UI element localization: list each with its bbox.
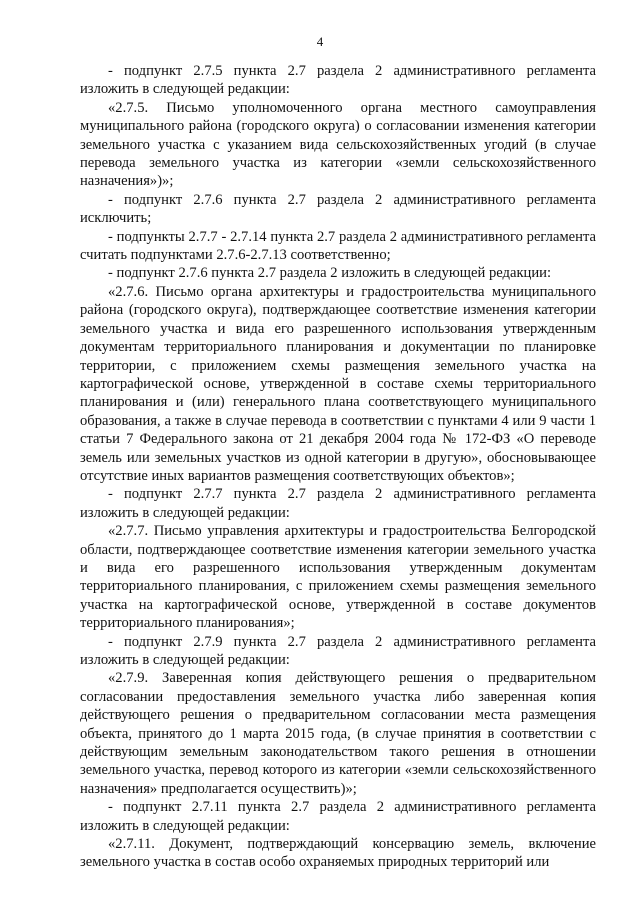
paragraph-amend-2-7-9: - подпункт 2.7.9 пункта 2.7 раздела 2 административного регламента изложить в следующей редакции: [80,633,596,668]
paragraph-text-2-7-7: «2.7.7. Письмо управления архитектуры и градостроительства Белгородской области, подтверждающее соответствие изменения категории земельного участка и вида его разрешенного использования утвержденным документам территориального планирования, с приложением схемы размещения земельного участка на картографической основе, утвержденной в составе документов территориального планирования»; [80,523,596,632]
paragraph-text-2-7-11: «2.7.11. Документ, подтверждающий консервацию земель, включение земельного участка в состав особо охраняемых природных территорий или [80,836,596,871]
page-number: 4 [316,34,324,49]
paragraph-text-2-7-9: «2.7.9. Заверенная копия действующего решения о предварительном согласовании предоставления земельного участка либо заверенная копия действующего решения о предварительном согласовании места размещения объекта, принятого до 1 марта 2015 года, (в случае принятия в соответствии с действующим земельным законодательством такого решения в отношении земельного участка, перевод которого из категории «земли сельскохозяйственного назначения» предполагается осуществить)»; [80,670,596,797]
document-body [80,62,596,872]
paragraph-delete-2-7-6: - подпункт 2.7.6 пункта 2.7 раздела 2 административного регламента исключить; [80,191,596,227]
paragraph-amend-2-7-5: - подпункт 2.7.5 пункта 2.7 раздела 2 административного регламента изложить в следующей редакции: [80,63,596,98]
paragraph-text-2-7-6: «2.7.6. Письмо органа архитектуры и градостроительства муниципального района (городского округа), подтверждающее соответствие изменения категории земельного участка и вида его разрешенного использования утвержденным документам территориального планирования и документации по планировке территории, с приложением схемы размещения земельного участка на картографической основе, утвержденной в составе схемы территориального планирования и (или) генерального плана соответствующего муниципального образования, а также в случае перевода в соответствии с пунктами 4 или 9 части 1 статьи 7 Федерального закона от 21 декабря 2004 года № 172-ФЗ «О переводе земель или земельных участков из одной категории в другую», обосновывающее отсутствие иных вариантов размещения соответствующих объектов»; [80,283,596,484]
paragraph-amend-2-7-7: - подпункт 2.7.7 пункта 2.7 раздела 2 административного регламента изложить в следующей редакции: [80,486,596,521]
paragraph-amend-2-7-11: - подпункт 2.7.11 пункта 2.7 раздела 2 административного регламента изложить в следующей редакции: [80,799,596,834]
paragraph-amend-2-7-6: - подпункт 2.7.6 пункта 2.7 раздела 2 изложить в следующей редакции: [108,265,552,282]
paragraph-renumber: - подпункты 2.7.7 - 2.7.14 пункта 2.7 раздела 2 административного регламента считать подпунктами 2.7.6-2.7.13 соответственно; [80,228,596,264]
paragraph-text-2-7-5: «2.7.5. Письмо уполномоченного органа местного самоуправления муниципального района (городского округа) о согласовании изменения категории земельного участка с указанием вида сельскохозяйственных угодий (в случае перевода земельного участка из категории «земли сельскохозяйственного назначения»)»; [80,99,596,190]
